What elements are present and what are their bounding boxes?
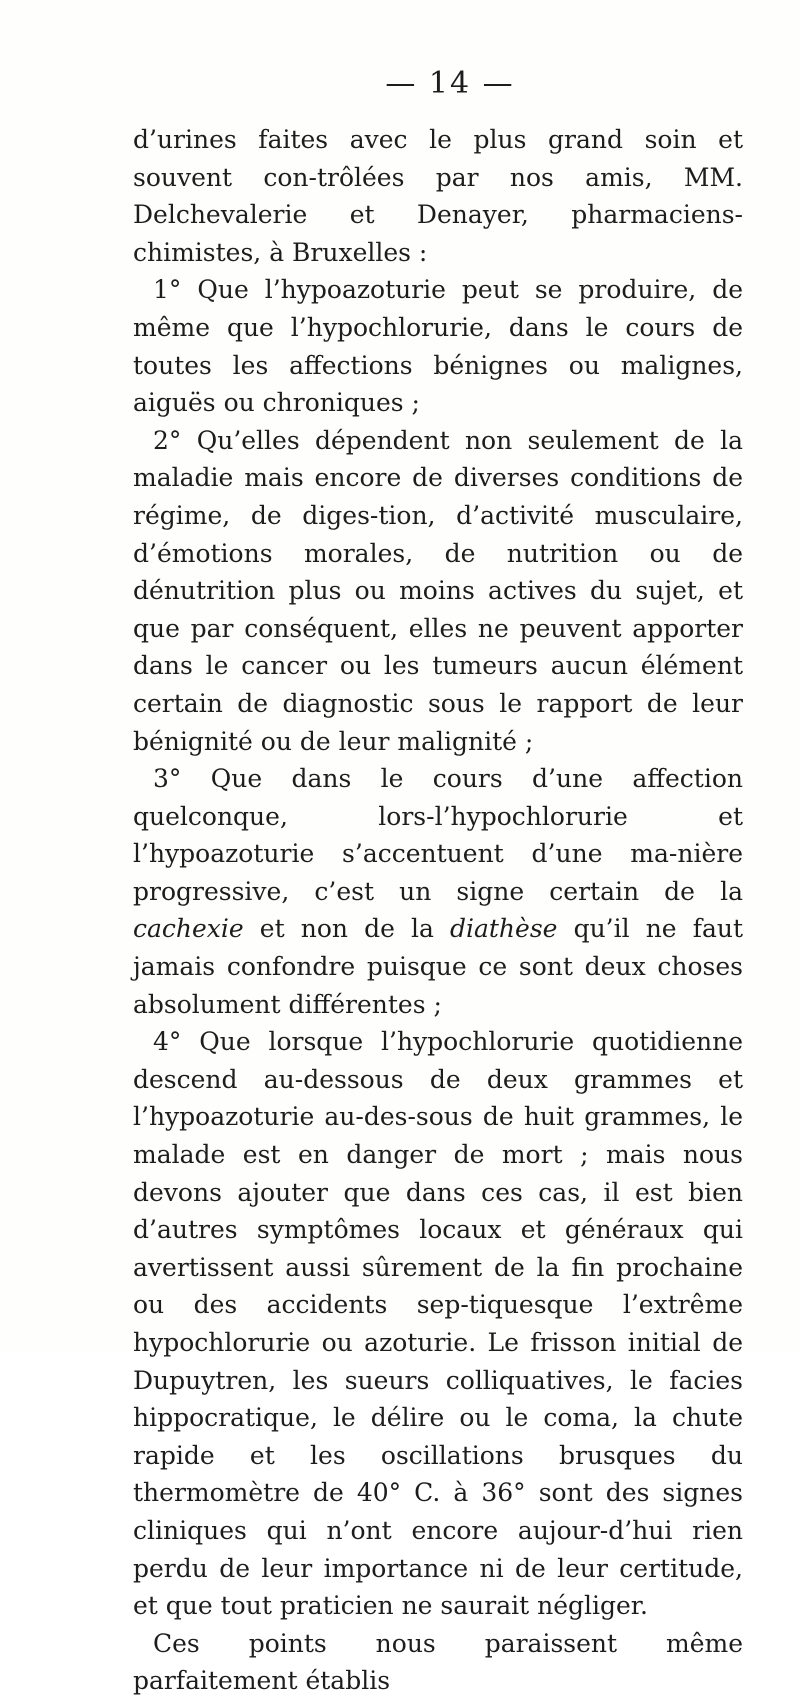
- text-run: qu’il ne faut jamais confondre puisque ce sont deux choses absolument différentes ;: [133, 914, 743, 1019]
- text-run: 4° Que lorsque l’hypochlorurie quotidienne descend au-dessous de deux grammes et l’hypoazoturie au-des-sous de huit grammes, le malade est en danger de mort ; mais nous devons ajouter que dans ces cas, il est bien d’autres symptômes locaux et généraux qui avertissent aussi sûrement de la fin prochaine ou des accidents sep-tiquesque l’extrême hypochlorurie ou azoturie. Le frisson initial de Dupuytren, les sueurs colliquatives, le facies hippocratique, le délire ou le coma, la chute rapide et les oscillations brusques du thermomètre de 40° C. à 36° sont des signes cliniques qui n’ont encore aujour-d’hui rien perdu de leur importance ni de leur certitude, et que tout praticien ne saurait négliger.: [133, 1027, 743, 1621]
- text-run: 2° Qu’elles dépendent non seulement de la maladie mais encore de diverses conditions de régime, de diges-tion, d’activité musculaire, d’émotions morales, de nutrition ou de dénutrition plus ou moins actives du sujet, et que par conséquent, elles ne peuvent apporter dans le cancer ou les tumeurs aucun élément certain de diagnostic sous le rapport de leur bénignité ou de leur malignité ;: [133, 425, 743, 756]
- paragraph: [133, 422, 743, 760]
- text-run: 3° Que dans le cours d’une affection quelconque, lors-l’hypochlorurie et l’hypoazoturie s’accentuent d’une ma-nière progressive, c’est un signe certain de la: [133, 764, 743, 906]
- text-run: Ces points nous paraissent même parfaitement établis: [133, 1628, 743, 1696]
- text-run: d’urines faites avec le plus grand soin et souvent con-trôlées par nos amis, MM. Delchevalerie et Denayer, pharmaciens-chimistes, à Bruxelles :: [133, 125, 743, 267]
- body-text: [133, 121, 743, 1700]
- italic-term: diathèse: [449, 914, 558, 944]
- text-run: et non de la: [243, 914, 450, 944]
- paragraph: [133, 1023, 743, 1625]
- page-number: — 14 —: [385, 66, 515, 101]
- text-run: 1° Que l’hypoazoturie peut se produire, de même que l’hypochlorurie, dans le cours de toutes les affections bénignes ou malignes, aiguës ou chroniques ;: [133, 275, 743, 418]
- paragraph: [133, 121, 743, 271]
- paragraph: [133, 271, 743, 421]
- paragraph: [133, 760, 743, 1023]
- italic-term: cachexie: [133, 914, 244, 944]
- paragraph: [133, 1625, 743, 1700]
